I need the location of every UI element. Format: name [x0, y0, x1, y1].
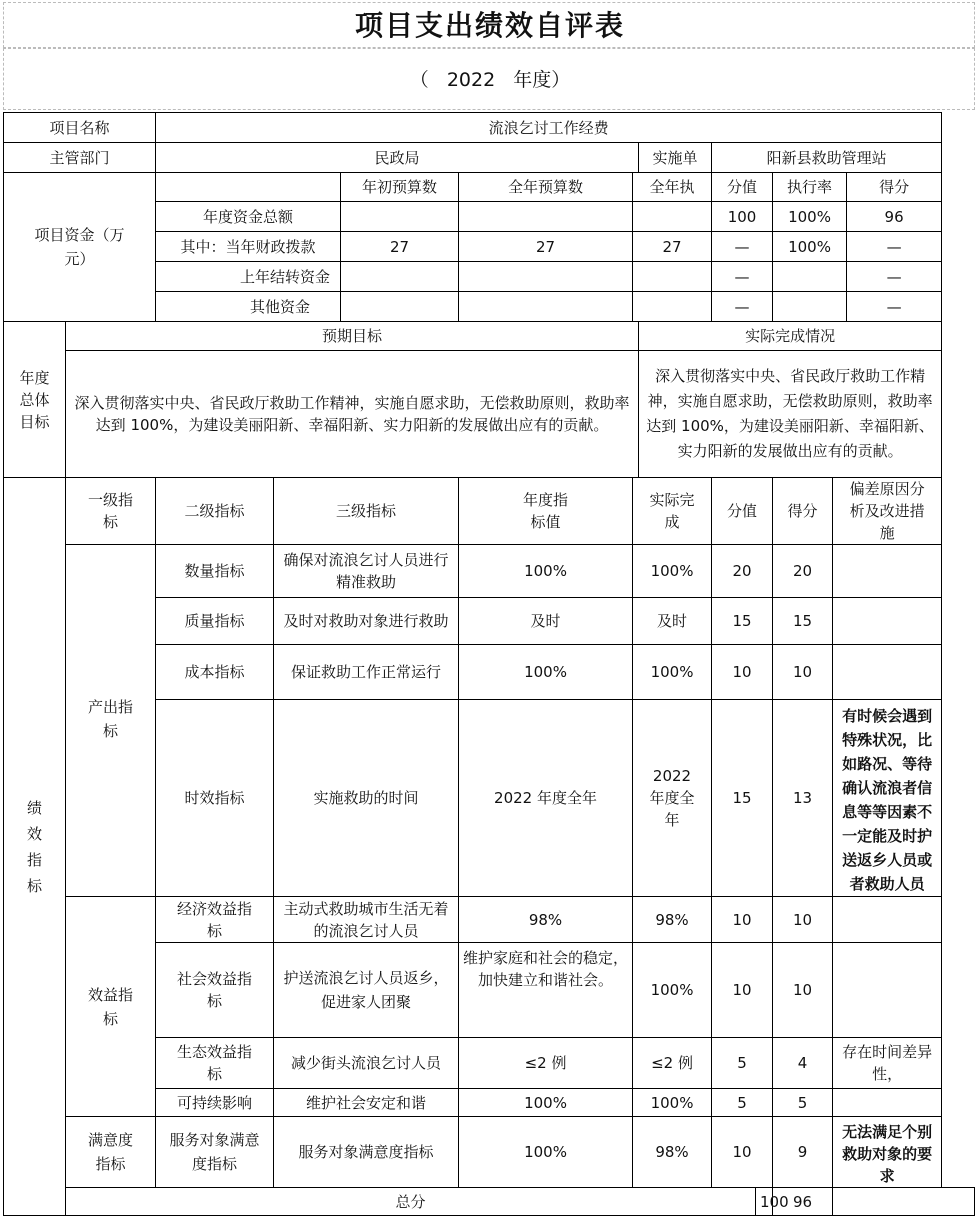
funds-row-name: 其他资金: [156, 292, 341, 322]
perf-header-note: 偏差原因分析及改进措施: [833, 478, 942, 545]
funds-row-exec: [633, 202, 712, 232]
perf-group-satisfaction: 满意度指标: [66, 1117, 156, 1188]
perf-label: 绩效指标: [4, 478, 66, 1216]
funds-row-score-value: —: [712, 232, 773, 262]
perf-actual: 及时: [633, 598, 712, 645]
goals-actual-text: 深入贯彻落实中央、省民政厅救助工作精神，实施自愿求助，无偿救助原则，救助率达到 100%，为建设美丽阳新、幸福阳新、实力阳新的发展做出应有的贡献。: [639, 351, 942, 478]
perf-actual: ≤2 例: [633, 1038, 712, 1089]
funds-row-score: —: [847, 232, 942, 262]
funds-header-init: 年初预算数: [341, 173, 459, 202]
perf-value: 5: [712, 1089, 773, 1117]
perf-header-level1: 一级指标: [66, 478, 156, 545]
funds-header-empty: [156, 173, 341, 202]
goals-actual-header: 实际完成情况: [639, 322, 942, 351]
perf-score: 4: [773, 1038, 833, 1089]
funds-row-rate: 100%: [773, 232, 847, 262]
perf-level3: 服务对象满意度指标: [274, 1117, 459, 1188]
project-name-value: 流浪乞讨工作经费: [156, 113, 942, 143]
perf-value: 15: [712, 598, 773, 645]
perf-actual: 98%: [633, 1117, 712, 1188]
perf-level3: 实施救助的时间: [274, 700, 459, 897]
perf-value: 10: [712, 1117, 773, 1188]
perf-note: [833, 897, 942, 943]
perf-value: 10: [712, 897, 773, 943]
perf-header-level2: 二级指标: [156, 478, 274, 545]
form-title: 项目支出绩效自评表: [354, 9, 625, 42]
perf-value: 10: [712, 645, 773, 700]
perf-level3: 主动式救助城市生活无着的流浪乞讨人员: [274, 897, 459, 943]
perf-header-level3: 三级指标: [274, 478, 459, 545]
perf-header-actual: 实际完成: [633, 478, 712, 545]
perf-level3: 减少街头流浪乞讨人员: [274, 1038, 459, 1089]
impl-unit-label: 实施单: [639, 143, 712, 173]
perf-level2: 质量指标: [156, 598, 274, 645]
perf-score: 9: [773, 1117, 833, 1188]
funds-row-full: [459, 262, 633, 292]
perf-note: [833, 545, 942, 598]
funds-header-score-value: 分值: [712, 173, 773, 202]
perf-target: ≤2 例: [459, 1038, 633, 1089]
total-label: 总分: [66, 1188, 756, 1216]
year-line: （ 2022 年度）: [409, 68, 571, 91]
perf-target: 100%: [459, 645, 633, 700]
perf-actual: 98%: [633, 897, 712, 943]
goals-label: 年度总体目标: [4, 322, 66, 478]
funds-header-rate: 执行率: [773, 173, 847, 202]
evaluation-table: [3, 112, 975, 1216]
perf-target: 2022 年度全年: [459, 700, 633, 897]
perf-target: 100%: [459, 545, 633, 598]
funds-row-full: [459, 292, 633, 322]
funds-header-score: 得分: [847, 173, 942, 202]
perf-score: 15: [773, 598, 833, 645]
perf-level2: 服务对象满意度指标: [156, 1117, 274, 1188]
funds-row-full: [459, 202, 633, 232]
perf-score: 10: [773, 897, 833, 943]
funds-row-full: 27: [459, 232, 633, 262]
funds-row-score: 96: [847, 202, 942, 232]
perf-level2: 社会效益指标: [156, 943, 274, 1038]
perf-level2: 可持续影响: [156, 1089, 274, 1117]
perf-note: 有时候会遇到特殊状况，比如路况、等待确认流浪者信息等等因素不一定能及时护送返乡人员或者救助人员: [833, 700, 942, 897]
perf-level2: 时效指标: [156, 700, 274, 897]
perf-note: 无法满足个别救助对象的要求: [833, 1117, 942, 1188]
funds-row-score-value: 100: [712, 202, 773, 232]
perf-value: 20: [712, 545, 773, 598]
perf-actual: 2022年度全年: [633, 700, 712, 897]
perf-level3: 及时对救助对象进行救助: [274, 598, 459, 645]
funds-label: 项目资金（万元）: [4, 173, 156, 322]
perf-level3: 维护社会安定和谐: [274, 1089, 459, 1117]
total-score: 96: [773, 1188, 833, 1216]
funds-row-score: —: [847, 262, 942, 292]
perf-note: [833, 943, 942, 1038]
perf-value: 15: [712, 700, 773, 897]
perf-value: 5: [712, 1038, 773, 1089]
perf-value: 10: [712, 943, 773, 1038]
perf-actual: 100%: [633, 1089, 712, 1117]
project-name-label: 项目名称: [4, 113, 156, 143]
funds-row-init: [341, 292, 459, 322]
funds-row-name: 年度资金总额: [156, 202, 341, 232]
perf-header-value: 分值: [712, 478, 773, 545]
total-value: 100: [756, 1188, 773, 1216]
perf-score: 20: [773, 545, 833, 598]
perf-header-score: 得分: [773, 478, 833, 545]
perf-target: 及时: [459, 598, 633, 645]
funds-row-name: 其中：当年财政拨款: [156, 232, 341, 262]
perf-target: 维护家庭和社会的稳定，加快建立和谐社会。: [459, 943, 633, 1038]
funds-row-score-value: —: [712, 262, 773, 292]
perf-score: 10: [773, 943, 833, 1038]
perf-level2: 生态效益指标: [156, 1038, 274, 1089]
perf-target: 98%: [459, 897, 633, 943]
perf-note: [833, 645, 942, 700]
funds-row-score: —: [847, 292, 942, 322]
perf-note: [833, 1089, 942, 1117]
funds-row-rate: 100%: [773, 202, 847, 232]
funds-row-name: 上年结转资金: [156, 262, 341, 292]
funds-row-exec: 27: [633, 232, 712, 262]
perf-level2: 数量指标: [156, 545, 274, 598]
perf-note: [833, 598, 942, 645]
perf-score: 13: [773, 700, 833, 897]
perf-level3: 确保对流浪乞讨人员进行精准救助: [274, 545, 459, 598]
perf-actual: 100%: [633, 943, 712, 1038]
perf-actual: 100%: [633, 645, 712, 700]
perf-score: 10: [773, 645, 833, 700]
funds-row-rate: [773, 292, 847, 322]
perf-level2: 经济效益指标: [156, 897, 274, 943]
perf-target: 100%: [459, 1089, 633, 1117]
perf-note: 存在时间差异性，: [833, 1038, 942, 1089]
perf-level2: 成本指标: [156, 645, 274, 700]
funds-row-exec: [633, 262, 712, 292]
perf-header-target: 年度指标值: [459, 478, 633, 545]
goals-expected-text: 深入贯彻落实中央、省民政厅救助工作精神，实施自愿求助，无偿救助原则，救助率达到 100%，为建设美丽阳新、幸福阳新、实力阳新的发展做出应有的贡献。: [66, 351, 639, 478]
perf-target: 100%: [459, 1117, 633, 1188]
goals-expected-header: 预期目标: [66, 322, 639, 351]
funds-row-rate: [773, 262, 847, 292]
total-note: [833, 1188, 975, 1216]
funds-row-init: [341, 202, 459, 232]
perf-group-output: 产出指标: [66, 545, 156, 897]
funds-row-exec: [633, 292, 712, 322]
perf-level3: 护送流浪乞讨人员返乡，促进家人团聚: [274, 943, 459, 1038]
perf-group-benefit: 效益指标: [66, 897, 156, 1117]
funds-row-init: [341, 262, 459, 292]
funds-header-exec: 全年执: [633, 173, 712, 202]
funds-header-full: 全年预算数: [459, 173, 633, 202]
dept-value: 民政局: [156, 143, 639, 173]
dept-label: 主管部门: [4, 143, 156, 173]
perf-score: 5: [773, 1089, 833, 1117]
perf-actual: 100%: [633, 545, 712, 598]
funds-row-score-value: —: [712, 292, 773, 322]
perf-level3: 保证救助工作正常运行: [274, 645, 459, 700]
funds-row-init: 27: [341, 232, 459, 262]
impl-unit-value: 阳新县救助管理站: [712, 143, 942, 173]
